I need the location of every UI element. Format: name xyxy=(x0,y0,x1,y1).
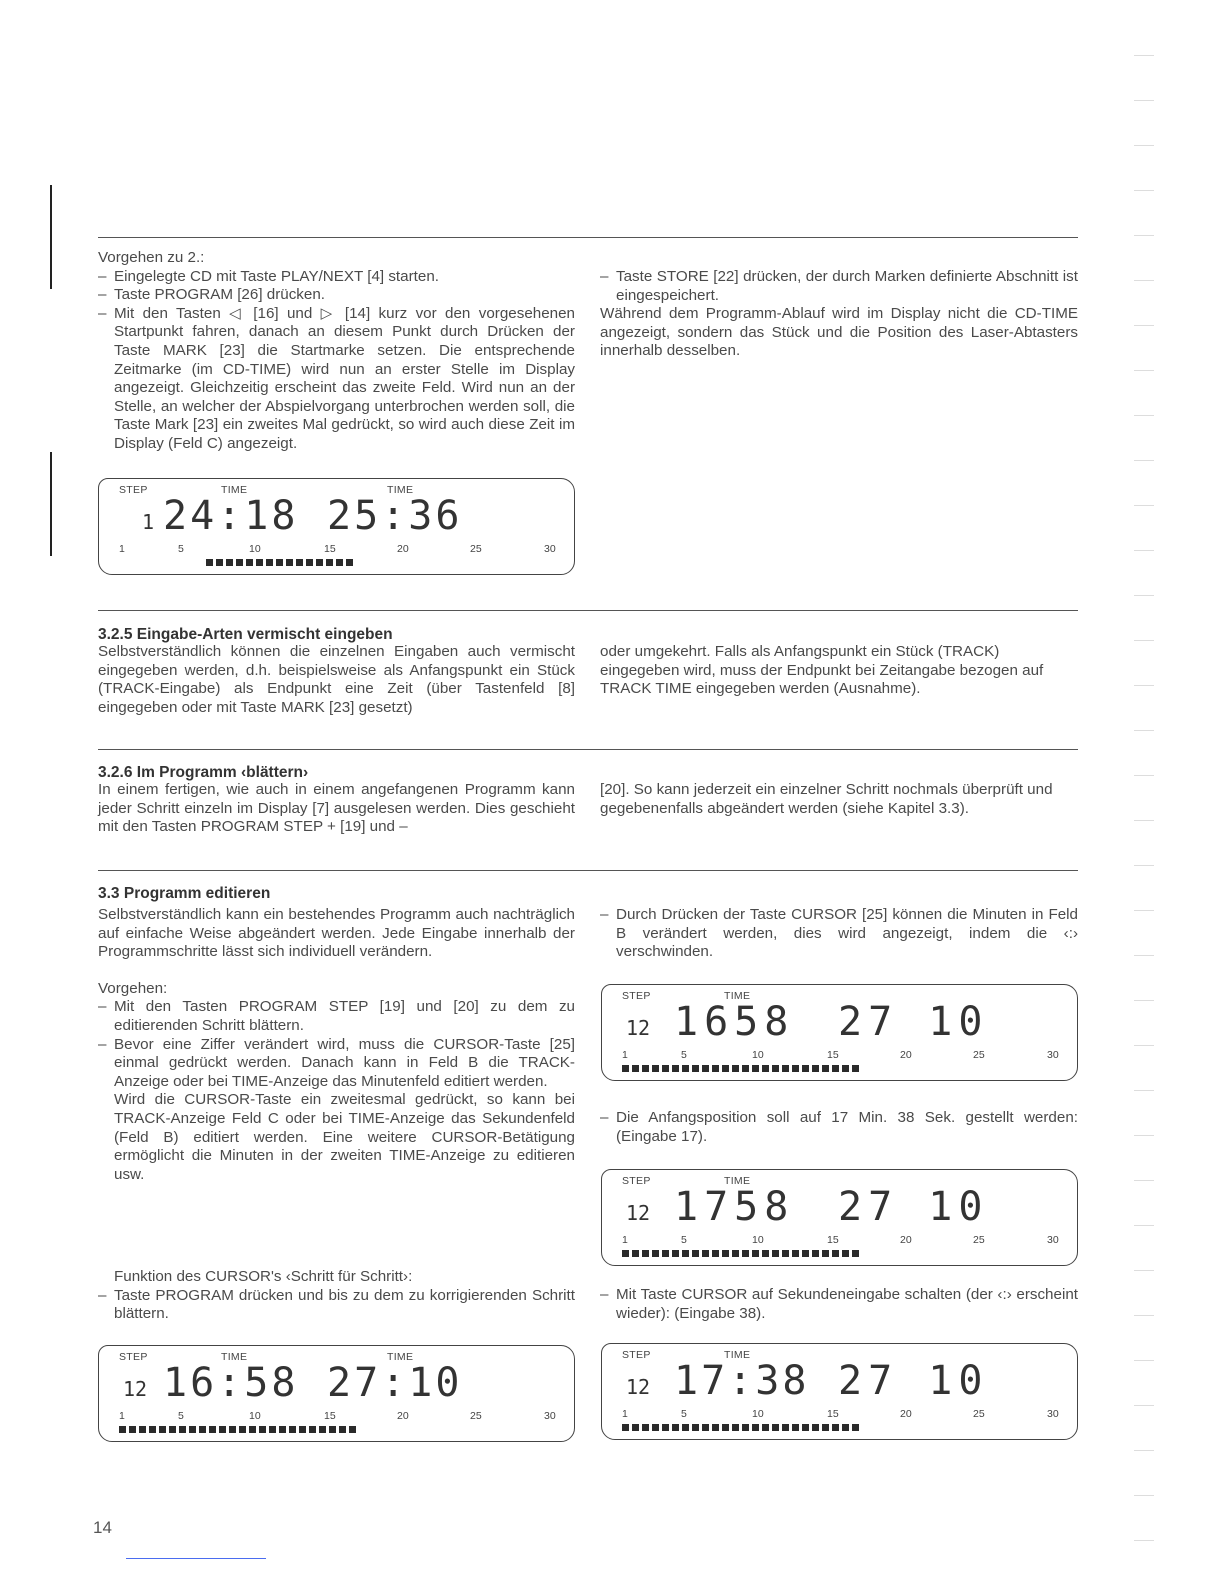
section-3-2-6-left: In einem fertigen, wie auch in einem angefangenen Programm kann jeder Schritt einzeln im Display [7] ausgelesen werden. Dies geschieht mit den Tasten PROGRAM STEP + [19] und – xyxy=(98,781,575,836)
time-label: TIME xyxy=(221,484,248,496)
scale-label: 15 xyxy=(827,1408,839,1420)
scale-label: 15 xyxy=(324,1410,336,1422)
step-digits: 12 xyxy=(626,1016,651,1040)
time-field-b: 1758 xyxy=(674,1184,795,1230)
time-label: TIME xyxy=(387,1351,414,1363)
step-label: STEP xyxy=(622,1349,651,1361)
step-digits: 12 xyxy=(626,1375,651,1399)
scale-label: 5 xyxy=(681,1049,687,1061)
right-item-1 xyxy=(600,906,1078,962)
time-field-c: 25:36 xyxy=(327,493,463,539)
divider xyxy=(98,237,1078,238)
scale-label: 25 xyxy=(973,1408,985,1420)
time-label: TIME xyxy=(221,1351,248,1363)
lcd-display-3 xyxy=(601,984,1078,1081)
scale-label: 5 xyxy=(178,1410,184,1422)
scale-label: 1 xyxy=(622,1408,628,1420)
list-item: – Taste STORE [22] drücken, der durch Marken definierte Abschnitt ist eingespeichert. xyxy=(600,268,1078,305)
time-field-b: 16:58 xyxy=(163,1360,299,1406)
scale-label: 20 xyxy=(900,1234,912,1246)
list-item: – Die Anfangsposition soll auf 17 Min. 38 Sek. gestellt werden: (Eingabe 17). xyxy=(600,1109,1078,1146)
scale-label: 5 xyxy=(681,1408,687,1420)
section-3-2-5-left: Selbstverständlich können die einzelnen Eingaben auch vermischt eingegeben werden, d.h. beispielsweise als Anfangspunkt ein Stück (TRACK-Eingabe) als Endpunkt eine Zeit (über Tastenfeld [8] eingegeben oder mit Taste MARK [23] gesetzt) xyxy=(98,643,575,716)
time-label: TIME xyxy=(387,484,414,496)
scale-label: 1 xyxy=(622,1049,628,1061)
scale-label: 30 xyxy=(1047,1049,1059,1061)
scale-label: 25 xyxy=(973,1049,985,1061)
scale-label: 25 xyxy=(470,543,482,555)
right-item-2 xyxy=(600,1109,1078,1146)
lcd-display-1 xyxy=(98,478,575,575)
paragraph: Funktion des CURSOR's ‹Schritt für Schritt›: xyxy=(114,1268,413,1285)
divider xyxy=(98,749,1078,750)
time-label: TIME xyxy=(724,990,751,1002)
left-column-vorgehen xyxy=(98,249,575,454)
divider xyxy=(98,610,1078,611)
program-step-bar xyxy=(622,1250,859,1257)
vorgehen-intro: Vorgehen zu 2.: xyxy=(98,249,205,266)
scale-label: 5 xyxy=(178,543,184,555)
list-item: – Mit den Tasten ◁ [16] und ▷ [14] kurz vor den vorgesehenen Startpunkt fahren, danach an diesem Punkt durch Drücken der Taste MARK [23] die Startmarke setzen. Die entsprechende Zeitmarke (im CD-TIME) wird nun an erster Stelle im Display angezeigt. Gleichzeitig erscheint das zweite Feld. Wird nun an der Stelle, an welcher der Abspielvorgang unterbrochen werden soll, die Taste Mark [23] ein zweites Mal gedrückt, so wird auch diese Zeit im Display (Feld C) angezeigt. xyxy=(98,305,575,454)
scale-label: 10 xyxy=(752,1234,764,1246)
program-step-bar xyxy=(119,1426,356,1433)
program-step-bar xyxy=(206,559,353,566)
program-step-bar xyxy=(622,1424,859,1431)
time-field-c: 27:10 xyxy=(327,1360,463,1406)
time-label: TIME xyxy=(724,1175,751,1187)
scale-label: 25 xyxy=(973,1234,985,1246)
time-field-c: 27 10 xyxy=(838,999,989,1045)
list-item: – Mit den Tasten PROGRAM STEP [19] und [20] zu dem zu editierenden Schritt blättern. xyxy=(98,998,575,1035)
binding-mark-bottom xyxy=(50,452,52,556)
list-item: – Eingelegte CD mit Taste PLAY/NEXT [4] starten. xyxy=(98,268,575,287)
scale-label: 15 xyxy=(827,1234,839,1246)
paragraph: Während dem Programm-Ablauf wird im Display nicht die CD-TIME angezeigt, sondern das Stück und die Position des Laser-Abtasters innerhalb desselben. xyxy=(600,305,1078,360)
paragraph: Wird die CURSOR-Taste ein zweitesmal gedrückt, so kann bei TRACK-Anzeige Feld C oder bei TIME-Anzeige das Sekundenfeld (Feld B) editiert werden. Eine weitere CURSOR-Betätigung ermöglicht die Minuten in der zweiten TIME-Anzeige zu editieren usw. xyxy=(114,1091,575,1183)
lcd-display-2 xyxy=(98,1345,575,1442)
step-label: STEP xyxy=(622,990,651,1002)
section-heading-3-2-5: 3.2.5 Eingabe-Arten vermischt eingeben xyxy=(98,626,393,643)
time-field-c: 27 10 xyxy=(838,1358,989,1404)
scale-label: 20 xyxy=(900,1049,912,1061)
scale-label: 10 xyxy=(752,1408,764,1420)
scale-label: 10 xyxy=(249,543,261,555)
scale-label: 5 xyxy=(681,1234,687,1246)
scale-label: 1 xyxy=(622,1234,628,1246)
divider xyxy=(98,870,1078,871)
time-field-b: 24:18 xyxy=(163,493,299,539)
program-step-bar xyxy=(622,1065,859,1072)
scale-label: 1 xyxy=(119,1410,125,1422)
cursor-function-block xyxy=(98,1268,575,1324)
time-field-c: 27 10 xyxy=(838,1184,989,1230)
scale-label: 20 xyxy=(397,1410,409,1422)
step-digits: 12 xyxy=(123,1377,148,1401)
page-number: 14 xyxy=(93,1518,112,1537)
scale-label: 15 xyxy=(324,543,336,555)
binding-mark-top xyxy=(50,185,52,289)
list-item: – Durch Drücken der Taste CURSOR [25] können die Minuten in Feld B verändert werden, dies wird angezeigt, indem die ‹:› verschwinden. xyxy=(600,906,1078,962)
scale-label: 30 xyxy=(1047,1234,1059,1246)
lcd-display-5 xyxy=(601,1343,1078,1440)
scale-label: 20 xyxy=(900,1408,912,1420)
section-heading-3-2-6: 3.2.6 Im Programm ‹blättern› xyxy=(98,764,309,781)
scale-label: 30 xyxy=(1047,1408,1059,1420)
lcd-display-4 xyxy=(601,1169,1078,1266)
step-label: STEP xyxy=(622,1175,651,1187)
step-digits: 12 xyxy=(626,1201,651,1225)
vorgehen-label: Vorgehen: xyxy=(98,979,168,997)
scale-label: 25 xyxy=(470,1410,482,1422)
time-field-b: 1658 xyxy=(674,999,795,1045)
scale-label: 20 xyxy=(397,543,409,555)
step-digits: 1 xyxy=(142,510,155,534)
scale-label: 10 xyxy=(249,1410,261,1422)
time-label: TIME xyxy=(724,1349,751,1361)
list-item: – Mit Taste CURSOR auf Sekundeneingabe schalten (der ‹:› erscheint wieder): (Eingabe 38). xyxy=(600,1286,1078,1323)
section-3-3-left xyxy=(98,906,575,1184)
list-item: – Taste PROGRAM [26] drücken. xyxy=(98,286,575,305)
step-label: STEP xyxy=(119,484,148,496)
step-label: STEP xyxy=(119,1351,148,1363)
scale-label: 10 xyxy=(752,1049,764,1061)
paragraph: Selbstverständlich kann ein bestehendes Programm auch nachträglich auf einfache Weise abgeändert werden. Jede Eingabe innerhalb der Programmschritte lässt sich individuell verändern. xyxy=(98,906,575,961)
scale-label: 15 xyxy=(827,1049,839,1061)
blue-line xyxy=(126,1558,266,1559)
scale-label: 1 xyxy=(119,543,125,555)
time-field-b: 17:38 xyxy=(674,1358,810,1404)
list-item: – Bevor eine Ziffer verändert wird, muss die CURSOR-Taste [25] einmal gedrückt werden. Danach kann in Feld B die TRACK-Anzeige oder bei TIME-Anzeige das Minutenfeld editiert werden. xyxy=(98,1036,575,1092)
list-item: – Taste PROGRAM drücken und bis zu dem zu korrigierenden Schritt blättern. xyxy=(98,1287,575,1324)
section-3-2-6-right: [20]. So kann jederzeit ein einzelner Schritt nochmals überprüft und gegebenenfalls abgeändert werden (siehe Kapitel 3.3). xyxy=(600,781,1053,817)
scale-label: 30 xyxy=(544,1410,556,1422)
section-heading-3-3: 3.3 Programm editieren xyxy=(98,885,271,902)
right-item-3 xyxy=(600,1286,1078,1323)
scale-label: 30 xyxy=(544,543,556,555)
right-column-store xyxy=(600,268,1078,361)
section-3-2-5-right: oder umgekehrt. Falls als Anfangspunkt ein Stück (TRACK) eingegeben wird, muss der Endpunkt bei Zeitangabe bezogen auf TRACK TIME eingegeben werden (Ausnahme). xyxy=(600,643,1044,698)
